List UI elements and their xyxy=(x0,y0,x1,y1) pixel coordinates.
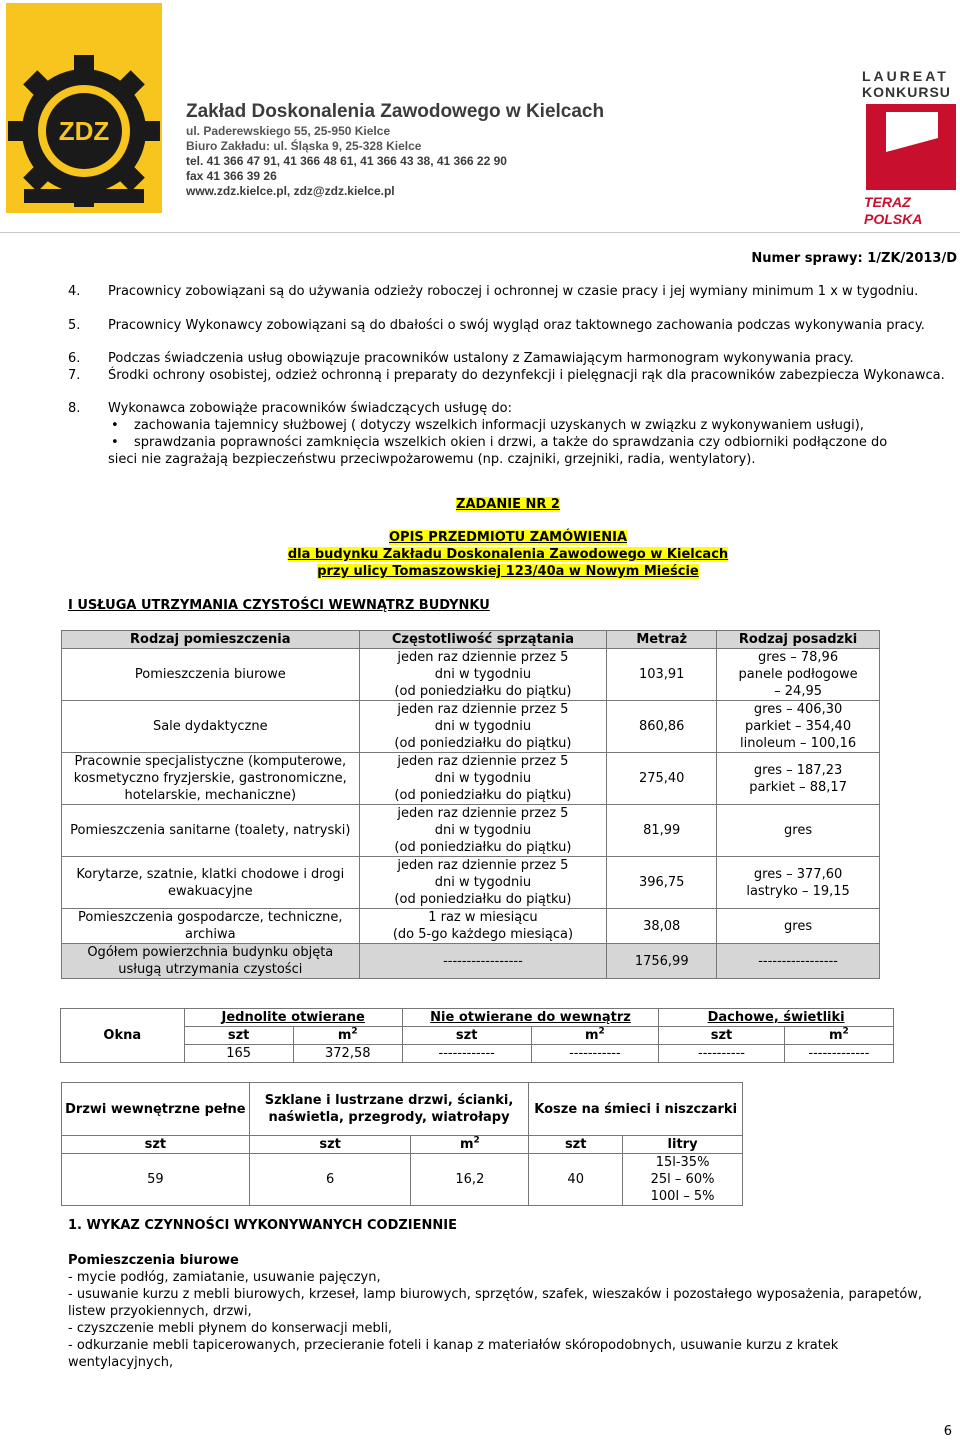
svg-text:ZDZ: ZDZ xyxy=(58,116,110,146)
freq-cell: 1 raz w miesiącu (do 5-go każdego miesiąca) xyxy=(359,909,607,944)
value-cell: 59 xyxy=(62,1154,250,1206)
windows-value-row xyxy=(61,1045,894,1063)
freq-cell: jeden raz dziennie przez 5 dni w tygodniu (od poniedziałku do piątku) xyxy=(359,857,607,909)
subject-line1: OPIS PRZEDMIOTU ZAMÓWIENIA xyxy=(388,530,628,545)
unit-cell: $m^2$ xyxy=(411,1136,529,1154)
col-header: Rodzaj posadzki xyxy=(717,631,880,649)
header-divider xyxy=(0,232,960,233)
list-number: 5. xyxy=(68,318,81,333)
table-row xyxy=(62,909,880,944)
unit-cell: szt xyxy=(529,1136,623,1154)
org-fax: fax 41 366 39 26 xyxy=(186,169,277,183)
value-cell: ----------- xyxy=(531,1045,659,1063)
total-label: Ogółem powierzchnia budynku objęta usługą utrzymania czystości xyxy=(62,944,360,979)
subject-line2: dla budynku Zakładu Doskonalenia Zawodowego w Kielcach xyxy=(287,547,729,562)
freq-cell: jeden raz dziennie przez 5 dni w tygodniu (od poniedziałku do piątku) xyxy=(359,753,607,805)
area-cell: 860,86 xyxy=(607,701,717,753)
group-header: Dachowe, świetliki xyxy=(659,1009,894,1027)
list-item: Wykonawca zobowiąże pracowników świadczących usługę do: xyxy=(108,401,512,416)
room-cell: Pomieszczenia biurowe xyxy=(62,649,360,701)
page-number: 6 xyxy=(943,1424,952,1439)
value-cell: ------------ xyxy=(402,1045,531,1063)
list-item: Pracownicy Wykonawcy zobowiązani są do dbałości o swój wygląd oraz taktownego zachowania podczas wykonywania pracy. xyxy=(108,318,925,333)
unit-cell: $m^2$ xyxy=(531,1027,659,1045)
task-title: ZADANIE NR 2 xyxy=(456,497,560,512)
area-cell: 103,91 xyxy=(607,649,717,701)
laureat-badge xyxy=(862,68,954,100)
windows-group-row xyxy=(61,1009,894,1027)
value-cell: ---------- xyxy=(659,1045,785,1063)
org-tel: tel. 41 366 47 91, 41 366 48 61, 41 366 43 38, 41 366 22 90 xyxy=(186,154,507,168)
floor-cell: gres xyxy=(717,805,880,857)
org-address: ul. Paderewskiego 55, 25-950 Kielce xyxy=(186,124,391,138)
unit-cell: szt xyxy=(62,1136,250,1154)
group-header: Jednolite otwierane xyxy=(184,1009,402,1027)
col-header: Rodzaj pomieszczenia xyxy=(62,631,360,649)
floor-cell: gres xyxy=(717,909,880,944)
floor-cell: gres – 78,96 panele podłogowe – 24,95 xyxy=(717,649,880,701)
list-number: 8. xyxy=(68,401,81,416)
value-cell: ------------- xyxy=(784,1045,893,1063)
org-web: www.zdz.kielce.pl, zdz@zdz.kielce.pl xyxy=(186,184,395,198)
list-item: Podczas świadczenia usług obowiązuje pracowników ustalony z Zamawiającym harmonogram wykonywania pracy. xyxy=(108,351,854,366)
zdz-logo xyxy=(6,3,162,213)
bullet-icon: • xyxy=(111,435,119,450)
unit-cell: szt xyxy=(184,1027,293,1045)
task-item: - mycie podłóg, zamiatanie, usuwanie pajęczyn, xyxy=(68,1270,381,1285)
value-cell: 6 xyxy=(249,1154,411,1206)
bullet-continuation: sieci nie zagrażają bezpieczeństwu przeciwpożarowemu (np. czajniki, grzejniki, radia, wentylatory). xyxy=(108,452,756,467)
office-rooms-heading: Pomieszczenia biurowe xyxy=(68,1253,239,1268)
col-header: Metraż xyxy=(607,631,717,649)
list-number: 4. xyxy=(68,284,81,299)
unit-cell: $m^2$ xyxy=(784,1027,893,1045)
floor-cell: gres – 187,23 parkiet – 88,17 xyxy=(717,753,880,805)
area-cell: 275,40 xyxy=(607,753,717,805)
doors-table xyxy=(61,1082,743,1206)
room-cell: Korytarze, szatnie, klatki chodowe i drogi ewakuacyjne xyxy=(62,857,360,909)
bullet-item: sprawdzania poprawności zamknięcia wszelkich okien i drzwi, a także do sprawdzania czy odbiorniki podłączone do xyxy=(134,435,888,450)
col-header: Drzwi wewnętrzne pełne xyxy=(62,1083,250,1136)
table-row xyxy=(62,649,880,701)
group-header: Nie otwierane do wewnątrz xyxy=(402,1009,658,1027)
list-item: Pracownicy zobowiązani są do używania odzieży roboczej i ochronnej w czasie pracy i jej wymiany minimum 1 x w tygodniu. xyxy=(108,284,919,299)
room-cell: Pomieszczenia sanitarne (toalety, natryski) xyxy=(62,805,360,857)
org-name: Zakład Doskonalenia Zawodowego w Kielcach xyxy=(186,101,605,122)
area-cell: 81,99 xyxy=(607,805,717,857)
doors-value-row xyxy=(62,1154,743,1206)
org-info xyxy=(186,100,604,199)
room-cell: Sale dydaktyczne xyxy=(62,701,360,753)
room-cell: Pracownie specjalistyczne (komputerowe, kosmetyczno fryzjerskie, gastronomiczne, hotelarskie, mechaniczne) xyxy=(62,753,360,805)
doors-header-row xyxy=(62,1083,743,1136)
task-item: - usuwanie kurzu z mebli biurowych, krzeseł, lamp biurowych, sprzętów, szafek, wieszaków i pozostałego wyposażenia, parapetów, listew przyokiennych, drzwi, xyxy=(68,1287,923,1319)
bullet-icon: • xyxy=(111,418,119,433)
teraz-polska-flag-icon xyxy=(866,104,956,190)
col-header: Kosze na śmieci i niszczarki xyxy=(529,1083,743,1136)
windows-label: Okna xyxy=(61,1009,185,1063)
task-item: - czyszczenie mebli płynem do konserwacji mebli, xyxy=(68,1321,393,1336)
total-row xyxy=(62,944,880,979)
floor-cell: gres – 406,30 parkiet – 354,40 linoleum – 100,16 xyxy=(717,701,880,753)
bullet-item: zachowania tajemnicy służbowej ( dotyczy wszelkich informacji uzyskanych w związku z wykonywaniem usługi), xyxy=(134,418,864,433)
freq-cell: jeden raz dziennie przez 5 dni w tygodniu (od poniedziałku do piątku) xyxy=(359,805,607,857)
table-row xyxy=(62,701,880,753)
value-cell: 165 xyxy=(184,1045,293,1063)
windows-table xyxy=(60,1008,894,1063)
gear-logo-icon xyxy=(6,3,162,213)
teraz-polska-label: TERAZ POLSKA xyxy=(864,194,923,227)
list-number: 6. xyxy=(68,351,81,366)
col-header: Częstotliwość sprzątania xyxy=(359,631,607,649)
value-cell: 372,58 xyxy=(293,1045,402,1063)
unit-cell: szt xyxy=(659,1027,785,1045)
unit-cell: litry xyxy=(623,1136,743,1154)
unit-cell: szt xyxy=(402,1027,531,1045)
table-row xyxy=(62,805,880,857)
table-header-row xyxy=(62,631,880,649)
rooms-table xyxy=(61,630,880,979)
subject-line3: przy ulicy Tomaszowskiej 123/40a w Nowym Mieście xyxy=(317,564,699,579)
value-cell: 40 xyxy=(529,1154,623,1206)
list-item: Środki ochrony osobistej, odzież ochronną i preparaty do dezynfekcji i pielęgnacji rąk dla pracowników zabezpiecza Wykonawca. xyxy=(108,368,945,383)
freq-cell: jeden raz dziennie przez 5 dni w tygodniu (od poniedziałku do piątku) xyxy=(359,701,607,753)
total-area: 1756,99 xyxy=(607,944,717,979)
case-number: Numer sprawy: 1/ZK/2013/D xyxy=(751,251,957,266)
laureat-line2: KONKURSU xyxy=(862,84,951,100)
daily-section-title: 1. WYKAZ CZYNNOŚCI WYKONYWANYCH CODZIENNIE xyxy=(68,1218,457,1233)
area-cell: 38,08 xyxy=(607,909,717,944)
litry-cell: 15l-35% 25l – 60% 100l – 5% xyxy=(623,1154,743,1206)
table-row xyxy=(62,753,880,805)
org-office: Biuro Zakładu: ul. Śląska 9, 25-328 Kielce xyxy=(186,139,422,153)
table-row xyxy=(62,857,880,909)
room-cell: Pomieszczenia gospodarcze, techniczne, archiwa xyxy=(62,909,360,944)
floor-cell: gres – 377,60 lastryko – 19,15 xyxy=(717,857,880,909)
value-cell: 16,2 xyxy=(411,1154,529,1206)
area-cell: 396,75 xyxy=(607,857,717,909)
doors-unit-row xyxy=(62,1136,743,1154)
section-i-title: I USŁUGA UTRZYMANIA CZYSTOŚCI WEWNĄTRZ BUDYNKU xyxy=(68,598,490,613)
laureat-line1: LAUREAT xyxy=(862,68,949,84)
freq-cell: jeden raz dziennie przez 5 dni w tygodniu (od poniedziałku do piątku) xyxy=(359,649,607,701)
total-freq: ----------------- xyxy=(359,944,607,979)
windows-unit-row xyxy=(61,1027,894,1045)
total-floor: ----------------- xyxy=(717,944,880,979)
task-item: - odkurzanie mebli tapicerowanych, przecieranie foteli i kanap z materiałów skóropodobnych, usuwanie kurzu z kratek wentylacyjnych, xyxy=(68,1338,839,1370)
list-number: 7. xyxy=(68,368,81,383)
col-header: Szklane i lustrzane drzwi, ścianki, naświetla, przegrody, wiatrołapy xyxy=(249,1083,529,1136)
unit-cell: szt xyxy=(249,1136,411,1154)
unit-cell: $m^2$ xyxy=(293,1027,402,1045)
